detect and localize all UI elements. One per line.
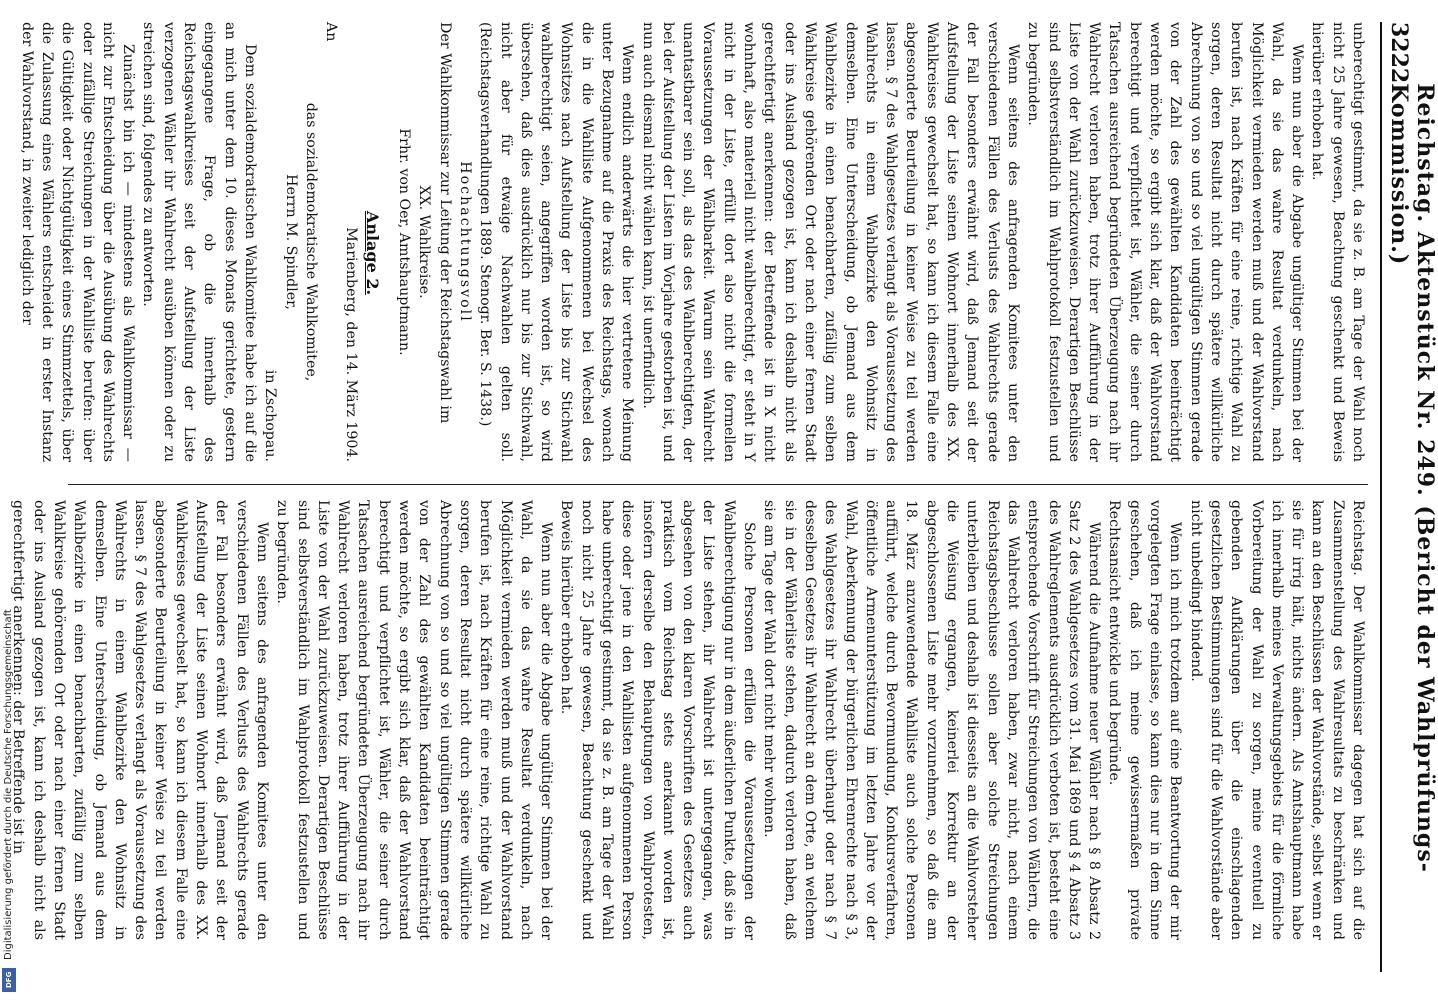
signature-line: XX. Wahlkreise. (416, 185, 433, 299)
annex-title: Anlage 2. (362, 210, 382, 296)
paragraph: Zunächst bin ich — mindestens als Wahlkommissar — nicht zur Entscheidung über die Ausübung des Wahlrechts oder zufällige Streichungen in der Wahlliste berufen: über die Gültigkeit oder Nichtgültigkeit eines Stimmzettels, über die Zulassung eines Wählers entscheidet in erster Instanz der Wahlvorstand, in zweiter lediglich der (18, 22, 137, 462)
paragraph: Während die Aufnahme neuer Wähler nach § 8 Absatz 2 Satz 2 des Wahlgesetzes vom 31. Mai 1869 und § 4 Absatz 3 des Wahlreglements ausdrücklich verboten ist, besteht eine entsprechende Vorschrift für Streichungen von Wählern, die das Wahlrecht verloren haben, zwar nicht, nach einem Reichstagsbeschlusse sollen aber solche Streichungen unterbleiben und deshalb ist diesseits an die Wahlvorsteher die Weisung ergangen, keinerlei Korrektur an der abgeschlossenen Liste mehr vorzunehmen, so daß die am 18. März anzuwendende Wahlliste auch solche Personen aufführt, welche durch Bevormundung, Konkursverfahren, öffentliche Armenunterstützung im letzten Jahre vor der Wahl, Aberkennung der bürgerlichen Ehrenrechte nach § 3, des Wahlgesetzes ihr Wahlrecht überhaupt oder nach § 7 desselben Gesetzes ihr Wahlrecht an dem Orte, an welchem sie in der Wählerliste stehen, dadurch verloren haben, daß sie am Tage der Wahl dort nicht mehr wohnen. (761, 500, 1103, 940)
paragraph: Wenn nun aber die Abgabe ungültiger Stimmen bei der Wahl, da sie das wahre Resultat verdunkeln, nach Möglichkeit vermieden werden muß und der Wahlvorstand berufen ist, nach Kräften für eine reine, richtige Wahl zu sorgen, deren Resultat nicht durch spätere willkürliche Abrechnung von so und so viel ungültigen Stimmen gerade von der Zahl des gewählten Kandidaten beeinträchtigt werden möchte, so ergibt sich klar, daß der Wahlvorstand berechtigt und verpflichtet ist, Wähler, die seiner durch Tatsachen ausreichend begründeten Überzeugung nach ihr Wahlrecht verloren haben, trotz ihrer Aufführung in der Liste von der Wahl zurückzuweisen. Derartigen Beschlüsse sind selbstverständlich im Wahlprotokoll festzustellen und zu begründen. (1025, 22, 1306, 462)
paragraph: Wenn nun aber die Abgabe ungültiger Stimmen bei der Wahl, da sie das wahre Resultat verdunkeln, nach Möglichkeit vermieden werden muß und der Wahlvorstand berufen ist, nach Kräften für eine reine, richtige Wahl zu sorgen, deren Resultat nicht durch spätere willkürliche Abrechnung von so und so viel ungültigen Stimmen gerade von der Zahl des gewählten Kandidaten beeinträchtigt werden möchte, so ergibt sich klar, daß der Wahlvorstand berechtigt und verpflichtet ist, Wähler, die seiner durch Tatsachen ausreichend begründeten Überzeugung nach ihr Wahlrecht verloren haben, trotz ihrer Aufführung in der Liste von der Wahl zurückzuweisen. Derartigen Beschlüsse sind selbstverständlich im Wahlprotokoll festzustellen und zu begründen. (274, 500, 555, 940)
page-scan (10, 22, 1438, 972)
paragraph: unberechtigt gestimmt, da sie z. B. am Tage der Wahl noch nicht 25 Jahre gewesen, Beachtung geschenkt und Beweis hierüber erhoben hat. (1309, 22, 1366, 462)
addressee: in Zschopau. (262, 369, 279, 462)
newspaper-page (10, 22, 1438, 972)
closing: Hochachtungsvoll (456, 161, 473, 323)
page-title: Reichstag. Aktenstück Nr. 249. (Bericht der Wahlprüfungs-Kommission.) (1386, 83, 1438, 873)
right-column (10, 500, 1368, 940)
paragraph: Wenn seitens des anfragenden Komitees unter den verschiedenen Fällen des Verlusts des Wahlrechts gerade der Fall besonders erwähnt wird, daß Jemand seit der Aufstellung der Liste seinen Wohnort innerhalb des XX. Wahlkreises gewechselt hat, so kann ich diesem Falle eine abgesonderte Beurteilung in keiner Weise zu teil werden lassen. § 7 des Wahlgesetzes verlangt als Voraussetzung des Wahlrechts in einem Wahlbezirke den Wohnsitz in demselben. Eine Unterscheidung, ob Jemand aus dem Wahlbezirke in einen benachbarten, zufällig zum selben Wahlkreise gehörenden Ort oder nach einer fernen Stadt oder ins Ausland gezogen ist, kann ich deshalb nicht als gerechtfertigt anerkennen: der Betreffende ist in (10, 500, 270, 940)
place-date: Marienberg, den 14. März 1904. (343, 227, 360, 462)
page-header (1380, 22, 1438, 972)
funding-notice: Digitalisierung gefördert durch die Deutsche Forschungsgemeinschaft (3, 609, 14, 960)
column-divider (68, 484, 1368, 485)
paragraph: Dem sozialdemokratischen Wahlkomitee habe ich auf die an mich unter dem 10. dieses Monats gerichtete, gestern eingegangene Frage, ob die innerhalb des Reichstagswahlkreises seit der Aufstellung der Liste verzogenen Wähler ihr Wahlrecht ausüben können oder zu streichen sind, folgendes zu antworten. (140, 22, 258, 462)
paragraph: Solche Personen erfüllen die Voraussetzungen der Wahlberechtigung nur in dem äußerlichen Punkte, daß sie in der Liste stehen, ihr Wahlrecht ist untergegangen, was abgesehen von den klaren Vorschriften des Gesetzes auch praktisch vom Reichstag stets anerkannt worden ist, insofern derselbe den Behauptungen von Wahlprotesten, diese oder jene in den Wahllisten aufgenommenen Person habe unberechtigt gestimmt, da sie z. B. am Tage der Wahl noch nicht 25 Jahre gewesen, Beachtung geschenkt und Beweis hierüber erhoben hat. (558, 500, 758, 940)
addressee: das sozialdemokratische Wahlkomitee, (302, 102, 319, 382)
paragraph: Wenn ich mich trotzdem auf eine Beantwortung der mir vorgelegten Frage einlasse, so kann dies nur in dem Sinne geschehen, daß ich meine gewissermaßen private Rechtsansicht entwickle und begründe. (1106, 500, 1184, 940)
addressee: Herrn M. Spindler, (282, 174, 299, 310)
signature-name: Frhr. von Oer, Amtshauptmann. (396, 128, 413, 356)
paragraph: Wenn seitens des anfragenden Komitees unter den verschiedenen Fällen des Verlusts des Wahlrechts gerade der Fall besonders erwähnt wird, daß Jemand seit der Aufstellung der Liste seinen Wohnort innerhalb des XX. Wahlkreises gewechselt hat, so kann ich diesem Falle eine abgesonderte Beurteilung in keiner Weise zu teil werden lassen. § 7 des Wahlgesetzes verlangt als Voraussetzung des Wahlrechts in einem Wahlbezirke den Wohnsitz in demselben. Eine Unterscheidung, ob Jemand aus dem Wahlbezirke in einen benachbarten, zufällig zum selben Wahlkreise gehörenden Ort oder nach einer fernen Stadt oder ins Ausland gezogen ist, kann ich deshalb nicht als gerechtfertigt anerkennen: der Betreffende ist in X nicht wohnhaft, also materiell nicht wahlberechtigt, er steht in Y nicht in der Liste, erfüllt dort also nicht die formellen Voraussetzungen der Wählbarkeit. Warum sein Wahlrecht unantastbarer sein soll, als das des Wahlberechtigten, der bei der Aufstellung der Listen im Vorjahre gestorben ist, und nun auch diesmal nicht wählen kann, ist unerfindlich. (639, 22, 1021, 462)
page-number: 3222 (1386, 22, 1412, 84)
signature-line: Der Wahlkommissar zur Leitung der Reichstagswahl im (436, 22, 453, 424)
paragraph: Reichstag. Der Wahlkommissar dagegen hat sich auf die Zusammenstellung des Wahlresultats zu beschränken und kann an den Beschlüssen der Wahlvorstände, selbst wenn er sie für irrig hält, nichts ändern. Als Amtshauptmann habe ich innerhalb meines Verwaltungsgebiets für die förmliche Vorbereitung der Wahl zu sorgen, meine eventuell zu gebenden Aufklärungen über die einschlagenden gesetzlichen Bestimmungen sind für die Wahlvorstände aber nicht unbedingt bindend. (1187, 500, 1366, 940)
paragraph: Wenn endlich anderwärts die hier vertretene Meinung unter Bezugnahme auf die Praxis des Reichstags, wonach die in die Wahlliste Aufgenommenen bei Wechsel des Wohnsitzes nach Aufstellung der Liste bis zur Stichwahl wahlberechtigt seien, angegriffen worden ist, so wird übersehen, daß dies ausdrücklich nur bis zur Stichwahl, nicht aber für etwaige Nachwahlen gelten soll. (Reichstagsverhandlungen 1889. Stenogr. Ber. S. 1438.) (477, 22, 636, 462)
left-column (18, 22, 1368, 462)
dfg-logo-icon: DFG (2, 968, 16, 992)
address-to: An (323, 22, 340, 42)
